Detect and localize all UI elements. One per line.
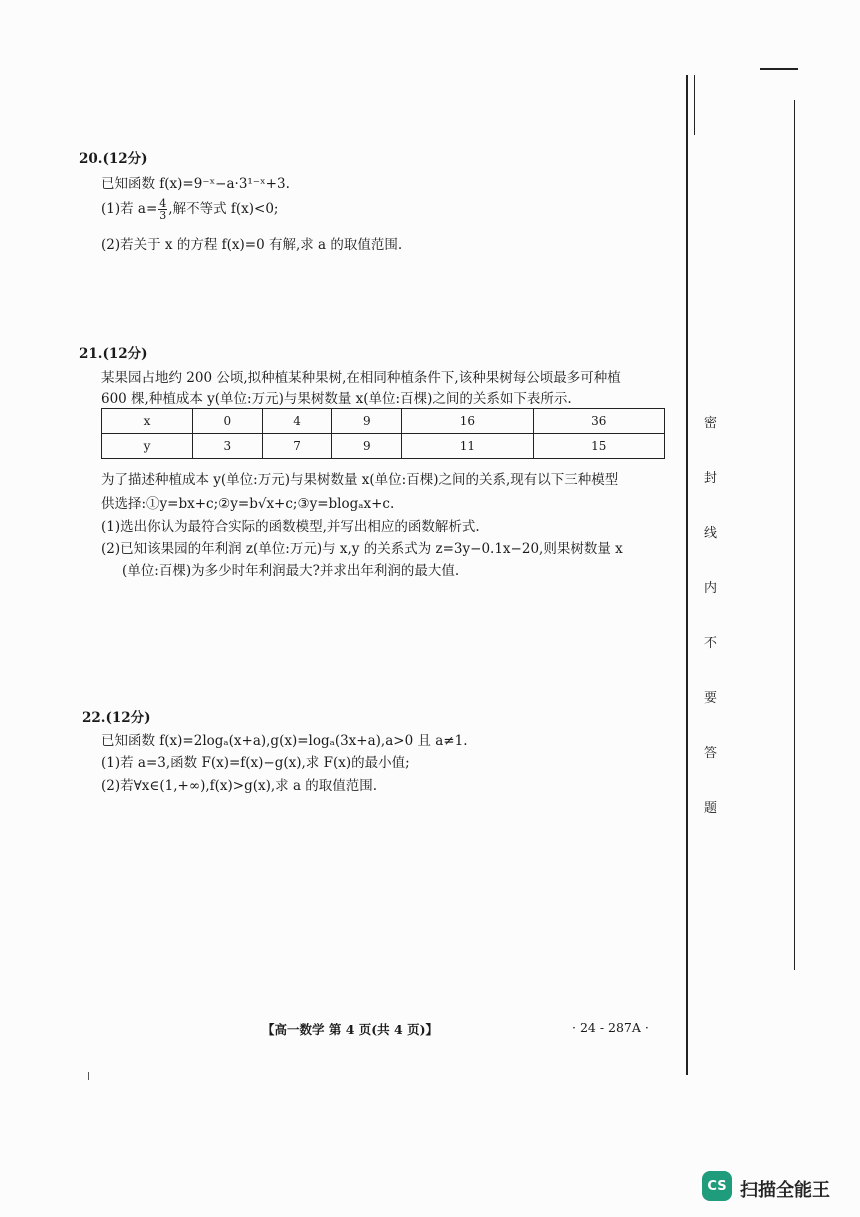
q22-part2: (2)若∀x∈(1,+∞),f(x)>g(x),求 a 的取值范围. — [101, 778, 378, 794]
q21-number: 21.(12分) — [79, 346, 148, 362]
table-row — [102, 434, 665, 459]
q21-stem-line2: 600 棵,种植成本 y(单位:万元)与果树数量 x(单位:百棵)之间的关系如下表所示. — [101, 391, 572, 407]
binding-char: 封 — [704, 471, 718, 486]
table-cell: y — [102, 434, 193, 459]
table-cell: 4 — [262, 409, 332, 434]
binding-char: 要 — [704, 691, 718, 706]
q21-part1: (1)选出你认为最符合实际的函数模型,并写出相应的函数解析式. — [101, 519, 480, 535]
binding-char: 密 — [704, 416, 718, 431]
q22-part1: (1)若 a=3,函数 F(x)=f(x)−g(x),求 F(x)的最小值; — [101, 755, 410, 771]
q20-part1-post: ,解不等式 f(x)<0; — [168, 201, 279, 217]
table-cell: 36 — [533, 409, 664, 434]
q21-context-line1: 为了描述种植成本 y(单位:万元)与果树数量 x(单位:百棵)之间的关系,现有以下三种模型 — [101, 472, 619, 488]
page-footer-code: · 24 - 287A · — [572, 1020, 649, 1035]
q22-stem: 已知函数 f(x)=2logₐ(x+a),g(x)=logₐ(3x+a),a>0 且 a≠1. — [101, 733, 468, 749]
binding-char: 内 — [704, 581, 718, 596]
table-cell: 9 — [332, 409, 402, 434]
fraction-denominator: 3 — [159, 209, 167, 222]
binding-top-rule — [760, 68, 798, 70]
binding-line-left — [686, 75, 688, 1075]
binding-char: 不 — [704, 636, 718, 651]
table-cell: 0 — [193, 409, 263, 434]
data-table — [101, 408, 665, 459]
camscanner-logo-icon: CS — [702, 1171, 732, 1201]
binding-char: 题 — [704, 801, 718, 816]
table-cell: 11 — [402, 434, 533, 459]
binding-line-inner — [694, 75, 695, 135]
camscanner-watermark-text: 扫描全能王 — [740, 1180, 830, 1201]
table-cell: x — [102, 409, 193, 434]
q20-part1 — [101, 197, 278, 221]
q20-number: 20.(12分) — [79, 151, 148, 167]
table-row — [102, 409, 665, 434]
page-footer-label: 【高一数学 第 4 页(共 4 页)】 — [262, 1022, 438, 1037]
q20-stem: 已知函数 f(x)=9⁻ˣ−a·3¹⁻ˣ+3. — [101, 176, 290, 192]
q22-number: 22.(12分) — [82, 710, 151, 726]
q21-part2-line2: (单位:百棵)为多少时年利润最大?并求出年利润的最大值. — [122, 563, 460, 579]
binding-char: 线 — [704, 526, 718, 541]
q20-part2: (2)若关于 x 的方程 f(x)=0 有解,求 a 的取值范围. — [101, 237, 403, 253]
binding-line-right — [794, 100, 795, 970]
q20-part1-pre: (1)若 a= — [101, 201, 158, 217]
table-cell: 7 — [262, 434, 332, 459]
q21-context-line2: 供选择:①y=bx+c;②y=b√x+c;③y=blogₐx+c. — [101, 496, 395, 512]
fraction — [158, 198, 167, 221]
table-cell: 9 — [332, 434, 402, 459]
binding-char: 答 — [704, 746, 718, 761]
scan-mark — [88, 1072, 89, 1080]
q21-part2-line1: (2)已知该果园的年利润 z(单位:万元)与 x,y 的关系式为 z=3y−0.1x−20,则果树数量 x — [101, 541, 623, 557]
table-cell: 16 — [402, 409, 533, 434]
fraction-numerator: 4 — [159, 197, 167, 210]
table-cell: 3 — [193, 434, 263, 459]
table-cell: 15 — [533, 434, 664, 459]
q21-stem-line1: 某果园占地约 200 公顷,拟种植某种果树,在相同种植条件下,该种果树每公顷最多可种植 — [101, 370, 621, 386]
